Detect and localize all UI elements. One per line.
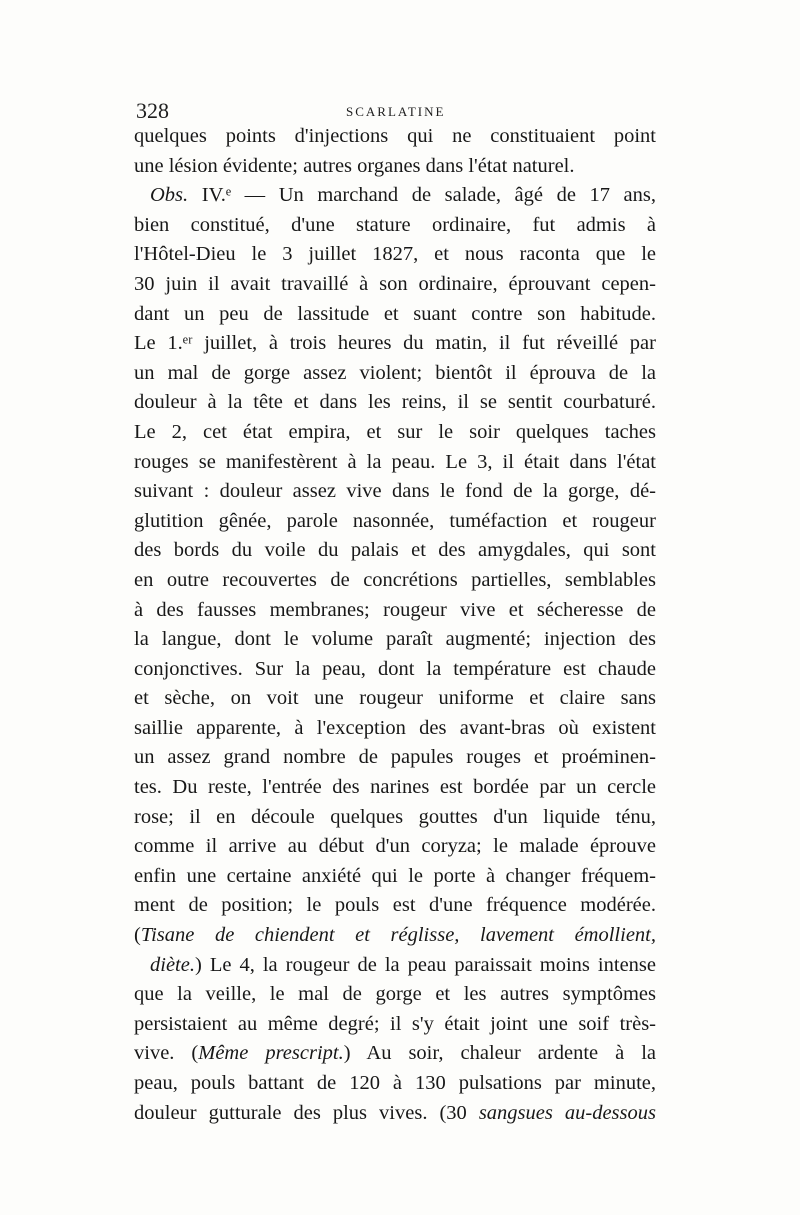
page-header (136, 98, 656, 124)
text-line: douleur à la tête et dans les reins, il se sentit courbaturé. (134, 391, 656, 414)
text-line: persistaient au même degré; il s'y était joint une soif très- (134, 1012, 656, 1035)
text-run: ( (134, 924, 141, 947)
text-line: quelques points d'injections qui ne constituaient point (134, 125, 656, 147)
text-line: que la veille, le mal de gorge et les autres symptômes (134, 983, 656, 1006)
page-number: 328 (136, 98, 169, 123)
text-line: un mal de gorge assez violent; bientôt il éprouva de la (134, 361, 656, 384)
text-line: des bords du voile du palais et des amygdales, qui sont (134, 539, 656, 562)
text-line: bien constitué, d'une stature ordinaire, fut admis à (134, 213, 656, 236)
text-line: Le 2, cet état empira, et sur le soir quelques taches (134, 420, 656, 443)
text-line: suivant : douleur assez vive dans le fond de la gorge, dé- (134, 480, 656, 503)
text-line: l'Hôtel-Dieu le 3 juillet 1827, et nous raconta que le (134, 243, 656, 266)
text-line: saillie apparente, à l'exception des avant-bras où existent (134, 716, 656, 739)
text-run: douleur gutturale des plus vives. (30 (134, 1101, 479, 1124)
italic-text: Tisane de chiendent et réglisse, lavement émollient, (140, 924, 656, 947)
text-line (134, 921, 656, 951)
text-line: enfin une certaine anxiété qui le porte à changer fréquem- (134, 864, 656, 887)
running-head: SCARLATINE (346, 104, 446, 119)
text-line: à des fausses membranes; rougeur vive et sécheresse de (134, 598, 656, 621)
text-line: tes. Du reste, l'entrée des narines est bordée par un cercle (134, 776, 656, 799)
text-line: dant un peu de lassitude et suant contre son habitude. (134, 302, 656, 325)
italic-text: Obs. (150, 184, 189, 207)
text-line: 30 juin il avait travaillé à son ordinaire, éprouvant cepen- (134, 272, 656, 295)
italic-text: sangsues au-dessous (478, 1101, 656, 1124)
text-line (134, 181, 656, 211)
italic-text: diète. (150, 953, 195, 976)
text-run: vive. ( (134, 1042, 199, 1065)
text-line: rouges se manifestèrent à la peau. Le 3, il était dans l'état (134, 450, 656, 473)
text-line (134, 951, 656, 981)
text-line: comme il arrive au début d'un coryza; le malade éprouve (134, 835, 656, 858)
text-run: IV.ᵉ — Un marchand de salade, âgé de 17 ans, (188, 184, 656, 207)
body-text (134, 122, 656, 1128)
text-line: rose; il en découle quelques gouttes d'un liquide ténu, (134, 805, 656, 828)
text-line: conjonctives. Sur la peau, dont la température est chaude (134, 657, 656, 680)
text-run: ) Au soir, chaleur ardente à la (343, 1042, 656, 1065)
italic-text: Même prescript. (198, 1042, 344, 1065)
text-line: ment de position; le pouls est d'une fréquence modérée. (134, 894, 656, 917)
text-line: une lésion évidente; autres organes dans l'état naturel. (134, 154, 575, 177)
text-line: un assez grand nombre de papules rouges et proéminen- (134, 746, 656, 769)
text-line: et sèche, on voit une rougeur uniforme et claire sans (134, 687, 656, 710)
text-line (134, 1099, 656, 1129)
text-line: la langue, dont le volume paraît augmenté; injection des (134, 628, 656, 651)
text-line: glutition gênée, parole nasonnée, tuméfaction et rougeur (134, 509, 656, 532)
text-line: en outre recouvertes de concrétions partielles, semblables (134, 568, 656, 591)
text-run: ) Le 4, la rougeur de la peau paraissait moins intense (194, 953, 656, 976)
text-line (134, 1039, 656, 1069)
text-line: Le 1.ᵉʳ juillet, à trois heures du matin, il fut réveillé par (134, 332, 656, 355)
text-line: peau, pouls battant de 120 à 130 pulsations par minute, (134, 1072, 656, 1094)
